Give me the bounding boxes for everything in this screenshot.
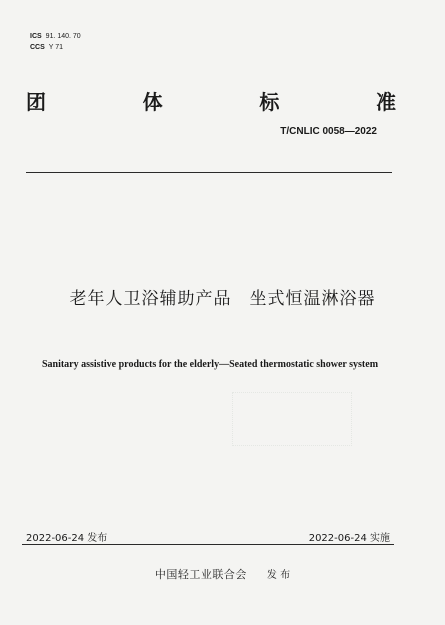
- publisher-org: 中国轻工业联合会: [154, 568, 247, 581]
- bottom-divider: [22, 544, 394, 545]
- ccs-code: [30, 44, 63, 51]
- implement-date: 2022-06-24 实施: [308, 533, 390, 544]
- faint-stamp-mark: [232, 392, 352, 446]
- title-chinese: 老年人卫浴辅助产品 坐式恒温淋浴器: [69, 289, 376, 309]
- standard-type-char: 标: [259, 90, 280, 114]
- standard-type-char: 体: [142, 90, 163, 114]
- publisher-verb: 发 布: [266, 570, 291, 581]
- publish-date: 2022-06-24 发布: [26, 533, 108, 544]
- ics-value: 91. 140. 70: [45, 33, 81, 40]
- standard-type-char: 团: [26, 90, 46, 114]
- top-divider: [26, 172, 392, 173]
- ccs-value: Y 71: [48, 44, 64, 51]
- standard-type-char: 准: [375, 90, 396, 114]
- standard-number: T/CNLIC 0058—2022: [280, 126, 377, 137]
- standard-type-heading: [26, 86, 396, 115]
- ics-code: [30, 33, 81, 40]
- ics-label: ICS: [30, 33, 42, 40]
- title-english: Sanitary assistive products for the elderly—Seated thermostatic shower system: [41, 359, 379, 370]
- publisher-line: [0, 566, 445, 582]
- ccs-label: CCS: [30, 44, 45, 51]
